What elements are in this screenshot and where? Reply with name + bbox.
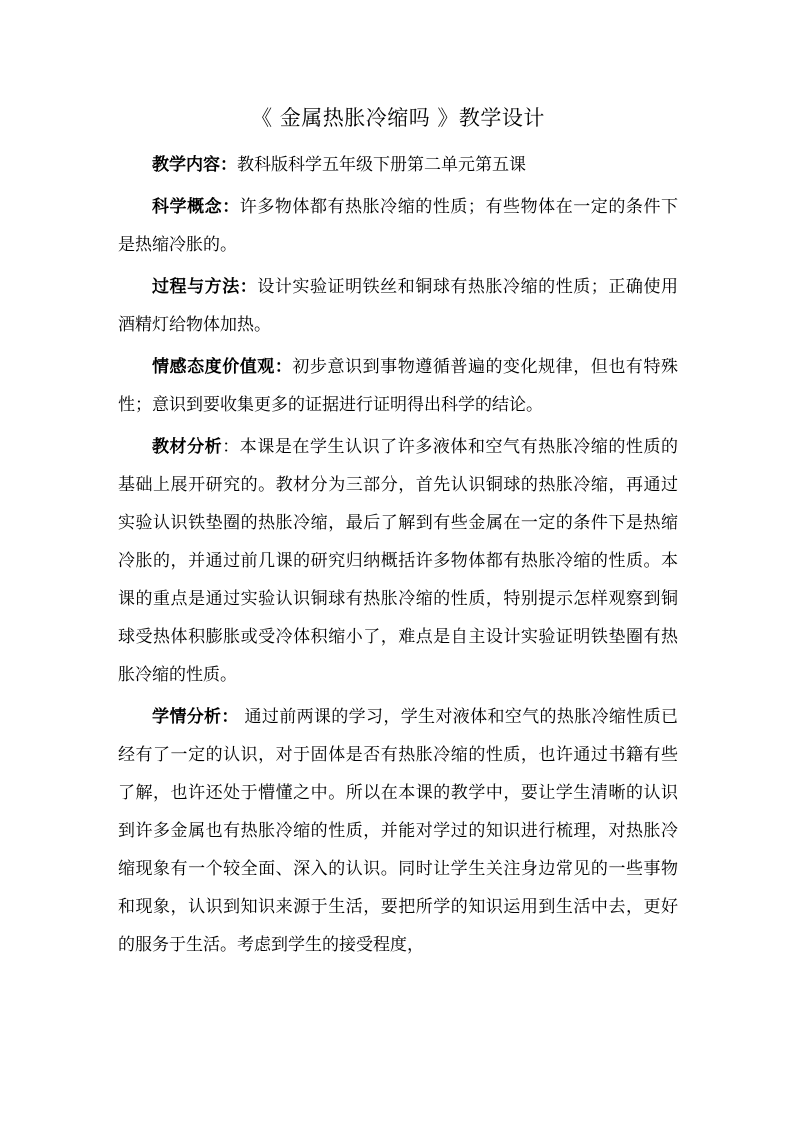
section-text: 设计实验证明铁丝和铜球有热胀冷缩的性质；正确使用酒精灯给物体加热。 (118, 277, 679, 335)
section-label: 情感态度价值观： (152, 357, 293, 377)
section-label: 教学内容： (152, 155, 237, 175)
section-text: 教科版科学五年级下册第二单元第五课 (237, 155, 526, 175)
section-label: 过程与方法： (152, 277, 258, 297)
paragraph-material-analysis (118, 428, 678, 694)
section-label: 学情分析： (152, 707, 239, 727)
section-text: 初步意识到事物遵循普遍的变化规律，但也有特殊性；意识到要收集更多的证据进行证明得出科学的结论。 (118, 357, 679, 415)
paragraph-process-method (118, 268, 678, 344)
section-label: 科学概念： (152, 197, 240, 217)
section-label: 教材分析 (152, 437, 223, 457)
paragraph-learner-analysis (118, 698, 678, 964)
paragraph-science-concept (118, 188, 678, 264)
paragraph-attitude-values (118, 348, 678, 424)
document-title: 《 金属热胀冷缩吗 》教学设计 (251, 106, 545, 130)
paragraph-teaching-content (118, 146, 678, 184)
section-text: ：本课是在学生认识了许多液体和空气有热胀冷缩的性质的基础上展开研究的。教材分为三部分，首先认识铜球的热胀冷缩，再通过实验认识铁垫圈的热胀冷缩，最后了解到有些金属在一定的条件下是热缩冷胀的，并通过前几课的研究归纳概括许多物体都有热胀冷缩的性质。本课的重点是通过实验认识铜球有热胀冷缩的性质，特别提示怎样观察到铜球受热体积膨胀或受冷体积缩小了，难点是自主设计实验证明铁垫圈有热胀冷缩的性质。 (118, 437, 679, 685)
section-text: 许多物体都有热胀冷缩的性质；有些物体在一定的条件下是热缩冷胀的。 (118, 197, 679, 255)
document-page (118, 100, 678, 968)
section-text: 通过前两课的学习，学生对液体和空气的热胀冷缩性质已经有了一定的认识，对于固体是否有热胀冷缩的性质，也许通过书籍有些了解，也许还处于懵懂之中。所以在本课的教学中，要让学生清晰的认识到许多金属也有热胀冷缩的性质，并能对学过的知识进行梳理，对热胀冷缩现象有一个较全面、深入的认识。同时让学生关注身边常见的一些事物和现象，认识到知识来源于生活，要把所学的知识运用到生活中去，更好的服务于生活。考虑到学生的接受程度， (118, 707, 678, 955)
